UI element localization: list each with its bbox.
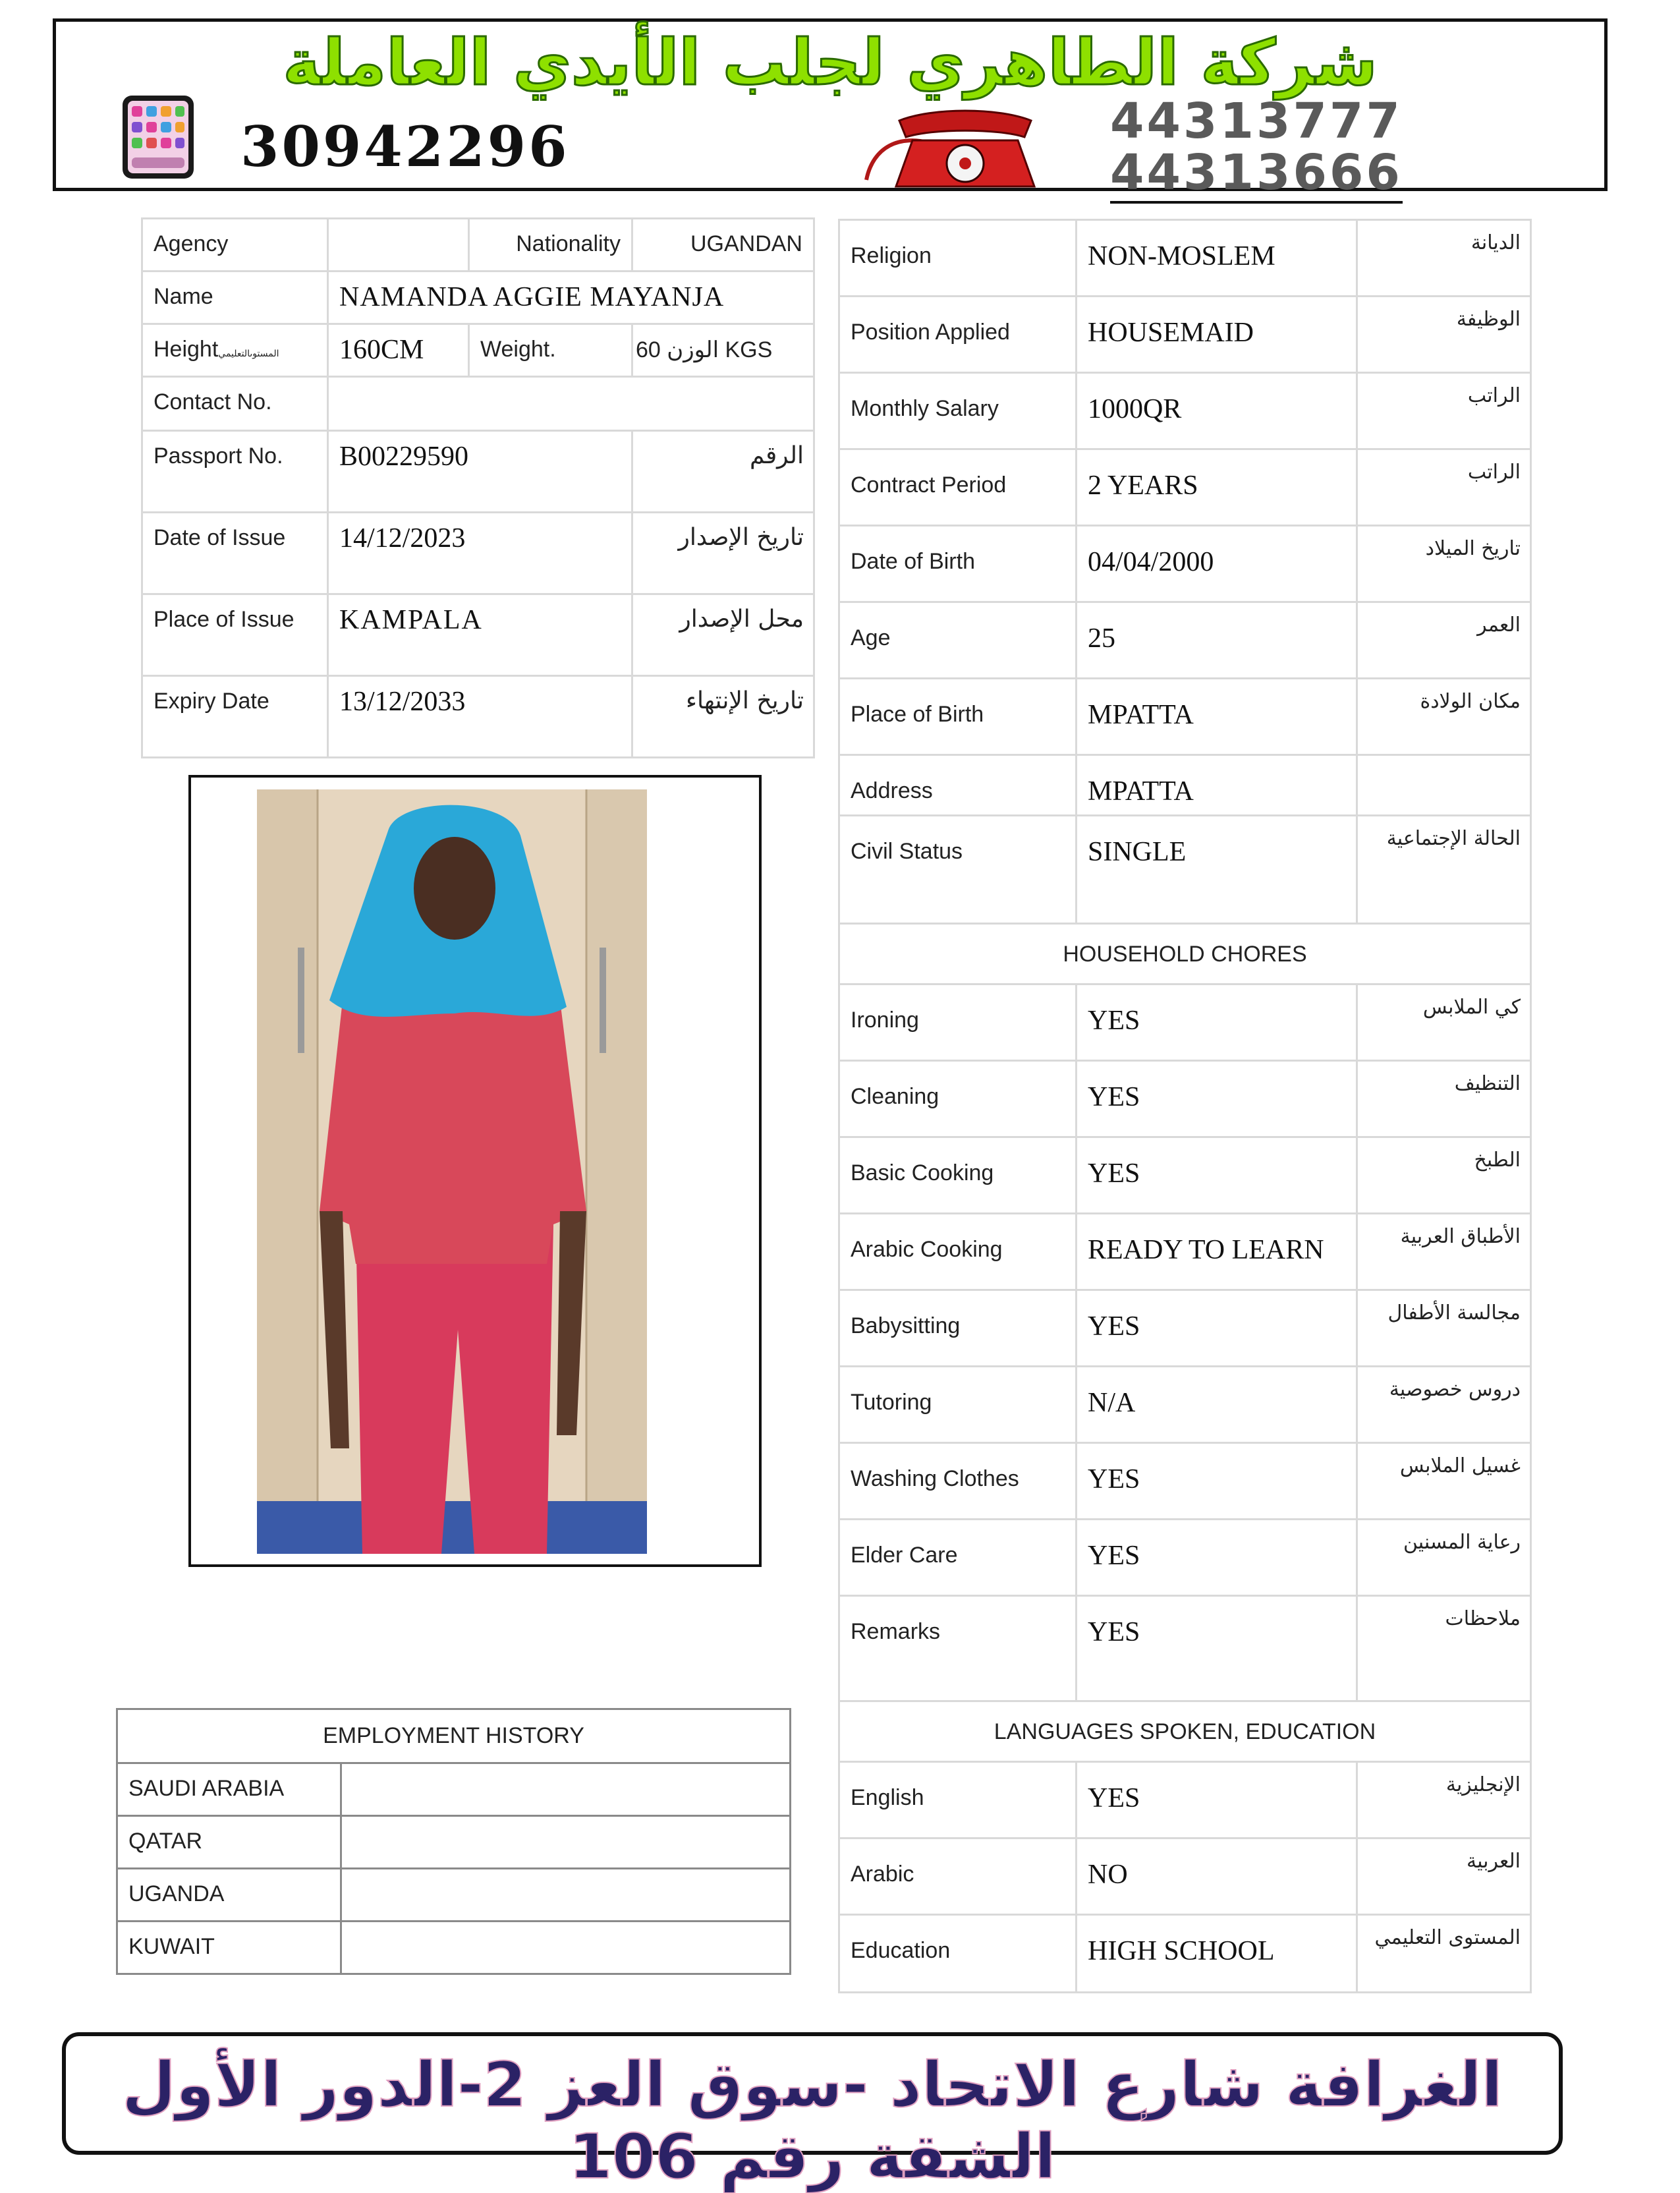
monthly-salary-value: 1000QR [1077, 373, 1357, 449]
civil-status-label: Civil Status [839, 816, 1077, 924]
remarks-label: Remarks [839, 1596, 1077, 1701]
office-address: الغرافة شارع الاتحاد -سوق العز 2-الدور الأول الشقة رقم 106 [122, 2049, 1503, 2193]
religion-arabic-label: الديانة [1357, 220, 1531, 297]
babysitting-arabic-label: مجالسة الأطفال [1357, 1290, 1531, 1367]
issue-place-arabic-label: محل الإصدار [632, 594, 814, 676]
issue-date-label: Date of Issue [142, 513, 328, 594]
name-value: NAMANDA AGGIE MAYANJA [328, 271, 814, 324]
arabic-cooking-arabic-label: الأطباق العربية [1357, 1214, 1531, 1290]
place-of-birth-label: Place of Birth [839, 679, 1077, 755]
agency-label: Agency [142, 219, 328, 271]
employment-history-table [116, 1708, 791, 1975]
table-row [839, 1762, 1531, 1838]
education-value: HIGH SCHOOL [1077, 1915, 1357, 1993]
table-row [839, 1214, 1531, 1290]
employment-detail [341, 1922, 791, 1974]
smartphone-icon [119, 94, 198, 180]
table-row [142, 513, 814, 594]
education-label: Education [839, 1915, 1077, 1993]
height-label-cell [142, 324, 328, 377]
tutoring-label: Tutoring [839, 1367, 1077, 1443]
employment-country: KUWAIT [117, 1922, 341, 1974]
expiry-value: 13/12/2033 [328, 676, 632, 758]
ironing-value: YES [1077, 984, 1357, 1061]
languages-heading: LANGUAGES SPOKEN, EDUCATION [839, 1701, 1531, 1762]
table-row [839, 220, 1531, 297]
table-row [839, 373, 1531, 449]
header-banner [53, 18, 1608, 201]
personal-details-table [141, 217, 815, 758]
employment-history-heading: EMPLOYMENT HISTORY [117, 1709, 791, 1763]
cleaning-value: YES [1077, 1061, 1357, 1137]
table-row [142, 431, 814, 513]
date-of-birth-value: 04/04/2000 [1077, 526, 1357, 602]
table-row [839, 1596, 1531, 1701]
phone-number-2: 44313666 [1110, 144, 1403, 204]
table-row [142, 594, 814, 676]
passport-label: Passport No. [142, 431, 328, 513]
table-row [142, 271, 814, 324]
arabic-label: Arabic [839, 1838, 1077, 1915]
table-row [142, 676, 814, 758]
table-row [839, 1137, 1531, 1214]
table-row [839, 1290, 1531, 1367]
table-row [839, 984, 1531, 1061]
contact-label: Contact No. [142, 377, 328, 431]
english-arabic-label: الإنجليزية [1357, 1762, 1531, 1838]
nationality-value: UGANDAN [632, 219, 814, 271]
job-details-table [838, 219, 1532, 1993]
contract-period-arabic-label: الراتب [1357, 449, 1531, 526]
address-bar [62, 2032, 1563, 2193]
monthly-salary-arabic-label: الراتب [1357, 373, 1531, 449]
table-row [839, 1061, 1531, 1137]
table-row [839, 602, 1531, 679]
table-row [839, 297, 1531, 373]
table-row [839, 755, 1531, 816]
issue-date-value: 14/12/2023 [328, 513, 632, 594]
nationality-label: Nationality [469, 219, 632, 271]
english-label: English [839, 1762, 1077, 1838]
ironing-label: Ironing [839, 984, 1077, 1061]
height-arabic-note: المستوىالتعليمي [218, 349, 279, 359]
company-name: شركة الطاهري لجلب الأيدي العاملة [283, 26, 1378, 100]
telephone-icon [860, 107, 1097, 193]
table-row [839, 1838, 1531, 1915]
photo-frame [188, 775, 762, 1567]
issue-place-label: Place of Issue [142, 594, 328, 676]
english-value: YES [1077, 1762, 1357, 1838]
cleaning-label: Cleaning [839, 1061, 1077, 1137]
issue-date-arabic-label: تاريخ الإصدار [632, 513, 814, 594]
elder-care-arabic-label: رعاية المسنين [1357, 1520, 1531, 1596]
table-row [117, 1869, 791, 1922]
table-row [117, 1763, 791, 1816]
table-row [839, 1915, 1531, 1993]
employment-detail [341, 1816, 791, 1869]
remarks-value: YES [1077, 1596, 1357, 1701]
issue-place-value: KAMPALA [328, 594, 632, 676]
employment-country: UGANDA [117, 1869, 341, 1922]
passport-arabic-label: الرقم [632, 431, 814, 513]
elder-care-label: Elder Care [839, 1520, 1077, 1596]
age-arabic-label: العمر [1357, 602, 1531, 679]
tutoring-value: N/A [1077, 1367, 1357, 1443]
tutoring-arabic-label: دروس خصوصية [1357, 1367, 1531, 1443]
ironing-arabic-label: كي الملابس [1357, 984, 1531, 1061]
religion-value: NON-MOSLEM [1077, 220, 1357, 297]
religion-label: Religion [839, 220, 1077, 297]
cleaning-arabic-label: التنظيف [1357, 1061, 1531, 1137]
table-row [839, 1701, 1531, 1762]
place-of-birth-value: MPATTA [1077, 679, 1357, 755]
height-label: Height [154, 337, 219, 362]
mobile-number: 30942296 [240, 114, 570, 179]
arabic-value: NO [1077, 1838, 1357, 1915]
table-row [839, 1443, 1531, 1520]
height-value: 160CM [328, 324, 469, 377]
contract-period-value: 2 YEARS [1077, 449, 1357, 526]
contract-period-label: Contract Period [839, 449, 1077, 526]
name-label: Name [142, 271, 328, 324]
washing-clothes-value: YES [1077, 1443, 1357, 1520]
date-of-birth-arabic-label: تاريخ الميلاد [1357, 526, 1531, 602]
remarks-arabic-label: ملاحظات [1357, 1596, 1531, 1701]
household-chores-heading: HOUSEHOLD CHORES [839, 924, 1531, 984]
table-row [839, 816, 1531, 924]
candidate-photo [257, 789, 647, 1554]
elder-care-value: YES [1077, 1520, 1357, 1596]
table-row [839, 1520, 1531, 1596]
age-label: Age [839, 602, 1077, 679]
table-row [142, 377, 814, 431]
table-row [839, 526, 1531, 602]
arabic-cooking-label: Arabic Cooking [839, 1214, 1077, 1290]
employment-country: QATAR [117, 1816, 341, 1869]
position-applied-arabic-label: الوظيفة [1357, 297, 1531, 373]
expiry-arabic-label: تاريخ الإنتهاء [632, 676, 814, 758]
basic-cooking-arabic-label: الطبخ [1357, 1137, 1531, 1214]
date-of-birth-label: Date of Birth [839, 526, 1077, 602]
age-value: 25 [1077, 602, 1357, 679]
table-row [839, 1367, 1531, 1443]
address-value: MPATTA [1077, 755, 1357, 816]
arabic-cooking-value: READY TO LEARN [1077, 1214, 1357, 1290]
passport-value: B00229590 [328, 431, 632, 513]
employment-detail [341, 1763, 791, 1816]
agency-value [328, 219, 469, 271]
table-row [839, 679, 1531, 755]
monthly-salary-label: Monthly Salary [839, 373, 1077, 449]
civil-status-arabic-label: الحالة الإجتماعية [1357, 816, 1531, 924]
table-row [839, 449, 1531, 526]
arabic-arabic-label: العربية [1357, 1838, 1531, 1915]
expiry-label: Expiry Date [142, 676, 328, 758]
phone-number-1: 44313777 [1110, 93, 1403, 150]
table-row [117, 1709, 791, 1763]
contact-value [328, 377, 814, 431]
basic-cooking-label: Basic Cooking [839, 1137, 1077, 1214]
address-label: Address [839, 755, 1077, 816]
babysitting-value: YES [1077, 1290, 1357, 1367]
civil-status-value: SINGLE [1077, 816, 1357, 924]
position-applied-value: HOUSEMAID [1077, 297, 1357, 373]
table-row [142, 219, 814, 271]
table-row [117, 1816, 791, 1869]
weight-label: Weight. [469, 324, 632, 377]
weight-value: 60 الوزن KGS [632, 324, 814, 377]
babysitting-label: Babysitting [839, 1290, 1077, 1367]
table-row [142, 324, 814, 377]
education-arabic-label: المستوى التعليمي [1357, 1915, 1531, 1993]
basic-cooking-value: YES [1077, 1137, 1357, 1214]
position-applied-label: Position Applied [839, 297, 1077, 373]
washing-clothes-arabic-label: غسيل الملابس [1357, 1443, 1531, 1520]
washing-clothes-label: Washing Clothes [839, 1443, 1077, 1520]
employment-country: SAUDI ARABIA [117, 1763, 341, 1816]
address-arabic-label [1357, 755, 1531, 816]
place-of-birth-arabic-label: مكان الولادة [1357, 679, 1531, 755]
employment-detail [341, 1869, 791, 1922]
table-row [117, 1922, 791, 1974]
table-row [839, 924, 1531, 984]
